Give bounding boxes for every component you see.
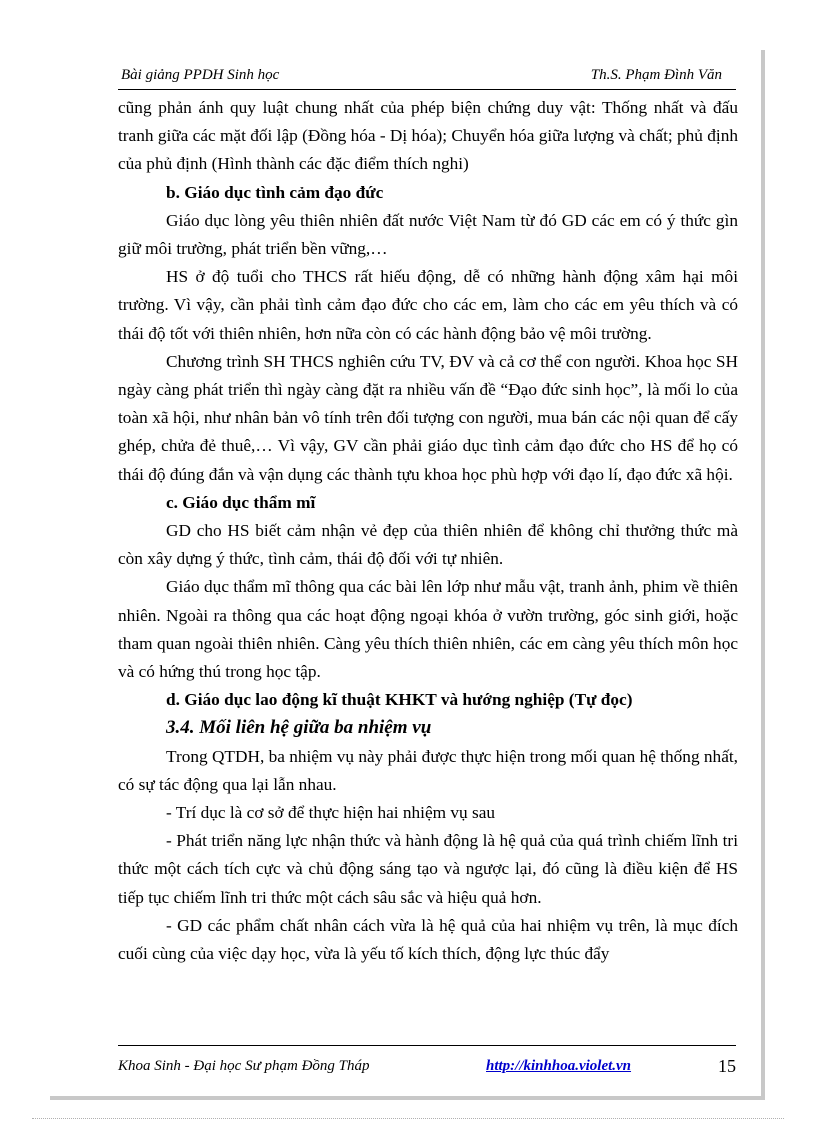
- footer-department: Khoa Sinh - Đại học Sư phạm Đồng Tháp: [118, 1058, 370, 1074]
- document-body: [118, 94, 738, 968]
- section-heading-3-4: 3.4. Mối liên hệ giữa ba nhiệm vụ: [166, 717, 432, 739]
- page-footer: [118, 1056, 736, 1082]
- bullet-3: - GD các phẩm chất nhân cách vừa là hệ quả của hai nhiệm vụ trên, là mục đích cuối cùng của việc dạy học, vừa là yếu tố kích thích, động lực thúc đẩy: [118, 915, 738, 964]
- heading-c: c. Giáo dục thẩm mĩ: [166, 492, 316, 512]
- header-course-title: Bài giảng PPDH Sinh học: [121, 67, 280, 83]
- heading-d: d. Giáo dục lao động kĩ thuật KHKT và hướng nghiệp (Tự đọc): [166, 690, 633, 710]
- page-header: [118, 63, 736, 90]
- header-author: Th.S. Phạm Đình Văn: [590, 67, 722, 83]
- page-number: 15: [718, 1056, 736, 1076]
- paragraph-2: Giáo dục lòng yêu thiên nhiên đất nước Việt Nam từ đó GD các em có ý thức gìn giữ môi trường, phát triển bền vững,…: [118, 210, 738, 259]
- paragraph-6: Giáo dục thẩm mĩ thông qua các bài lên lớp như mẫu vật, tranh ảnh, phim về thiên nhiên. Ngoài ra thông qua các hoạt động ngoại khóa ở vườn trường, góc sinh giới, hoặc tham quan ngoài thiên nhiên. Càng yêu thích thiên nhiên, các em càng yêu thích môn học và có hứng thú trong học tập.: [118, 577, 738, 682]
- paragraph-1: cũng phản ánh quy luật chung nhất của phép biện chứng duy vật: Thống nhất và đấu tranh giữa các mặt đối lập (Đồng hóa - Dị hóa); Chuyển hóa giữa lượng và chất; phủ định của phủ định (Hình thành các đặc điểm thích nghi): [118, 98, 738, 174]
- heading-b: b. Giáo dục tình cảm đạo đức: [166, 182, 384, 202]
- footer-divider: [118, 1045, 736, 1046]
- bullet-2: - Phát triển năng lực nhận thức và hành động là hệ quả của quá trình chiếm lĩnh tri thức một cách tích cực và chủ động sáng tạo và ngược lại, đó cũng là điều kiện để HS tiếp tục chiếm lĩnh tri thức một cách sâu sắc và hiệu quả hơn.: [118, 831, 738, 907]
- paragraph-3: HS ở độ tuổi cho THCS rất hiếu động, dễ có những hành động xâm hại môi trường. Vì vậy, cần phải tình cảm đạo đức cho các em, làm cho các em yêu thích và có thái độ tốt với thiên nhiên, hơn nữa còn có các hành động bảo vệ môi trường.: [118, 267, 738, 343]
- bullet-1: - Trí dục là cơ sở để thực hiện hai nhiệm vụ sau: [166, 803, 496, 823]
- paragraph-7: Trong QTDH, ba nhiệm vụ này phải được thực hiện trong mối quan hệ thống nhất, có sự tác động qua lại lẫn nhau.: [118, 746, 738, 794]
- paragraph-4: Chương trình SH THCS nghiên cứu TV, ĐV và cả cơ thể con người. Khoa học SH ngày càng phát triển thì ngày càng đặt ra nhiều vấn đề “Đạo đức sinh học”, là mối lo của toàn xã hội, như nhân bản vô tính trên đối tượng con người, mua bán các nội quan để cấy ghép, chửa đẻ thuê,… Vì vậy, GV cần phải giáo dục tình cảm đạo đức cho HS để họ có thái độ đúng đắn và vận dụng các thành tựu khoa học phù hợp với đạo lí, đạo đức xã hội.: [118, 351, 738, 484]
- footer-link[interactable]: http://kinhhoa.violet.vn: [486, 1058, 632, 1074]
- paragraph-5: GD cho HS biết cảm nhận vẻ đẹp của thiên nhiên để không chỉ thưởng thức mà còn xây dựng ý thức, tình cảm, thái độ đối với tự nhiên.: [118, 521, 738, 569]
- page-edge-dots: [32, 1118, 784, 1119]
